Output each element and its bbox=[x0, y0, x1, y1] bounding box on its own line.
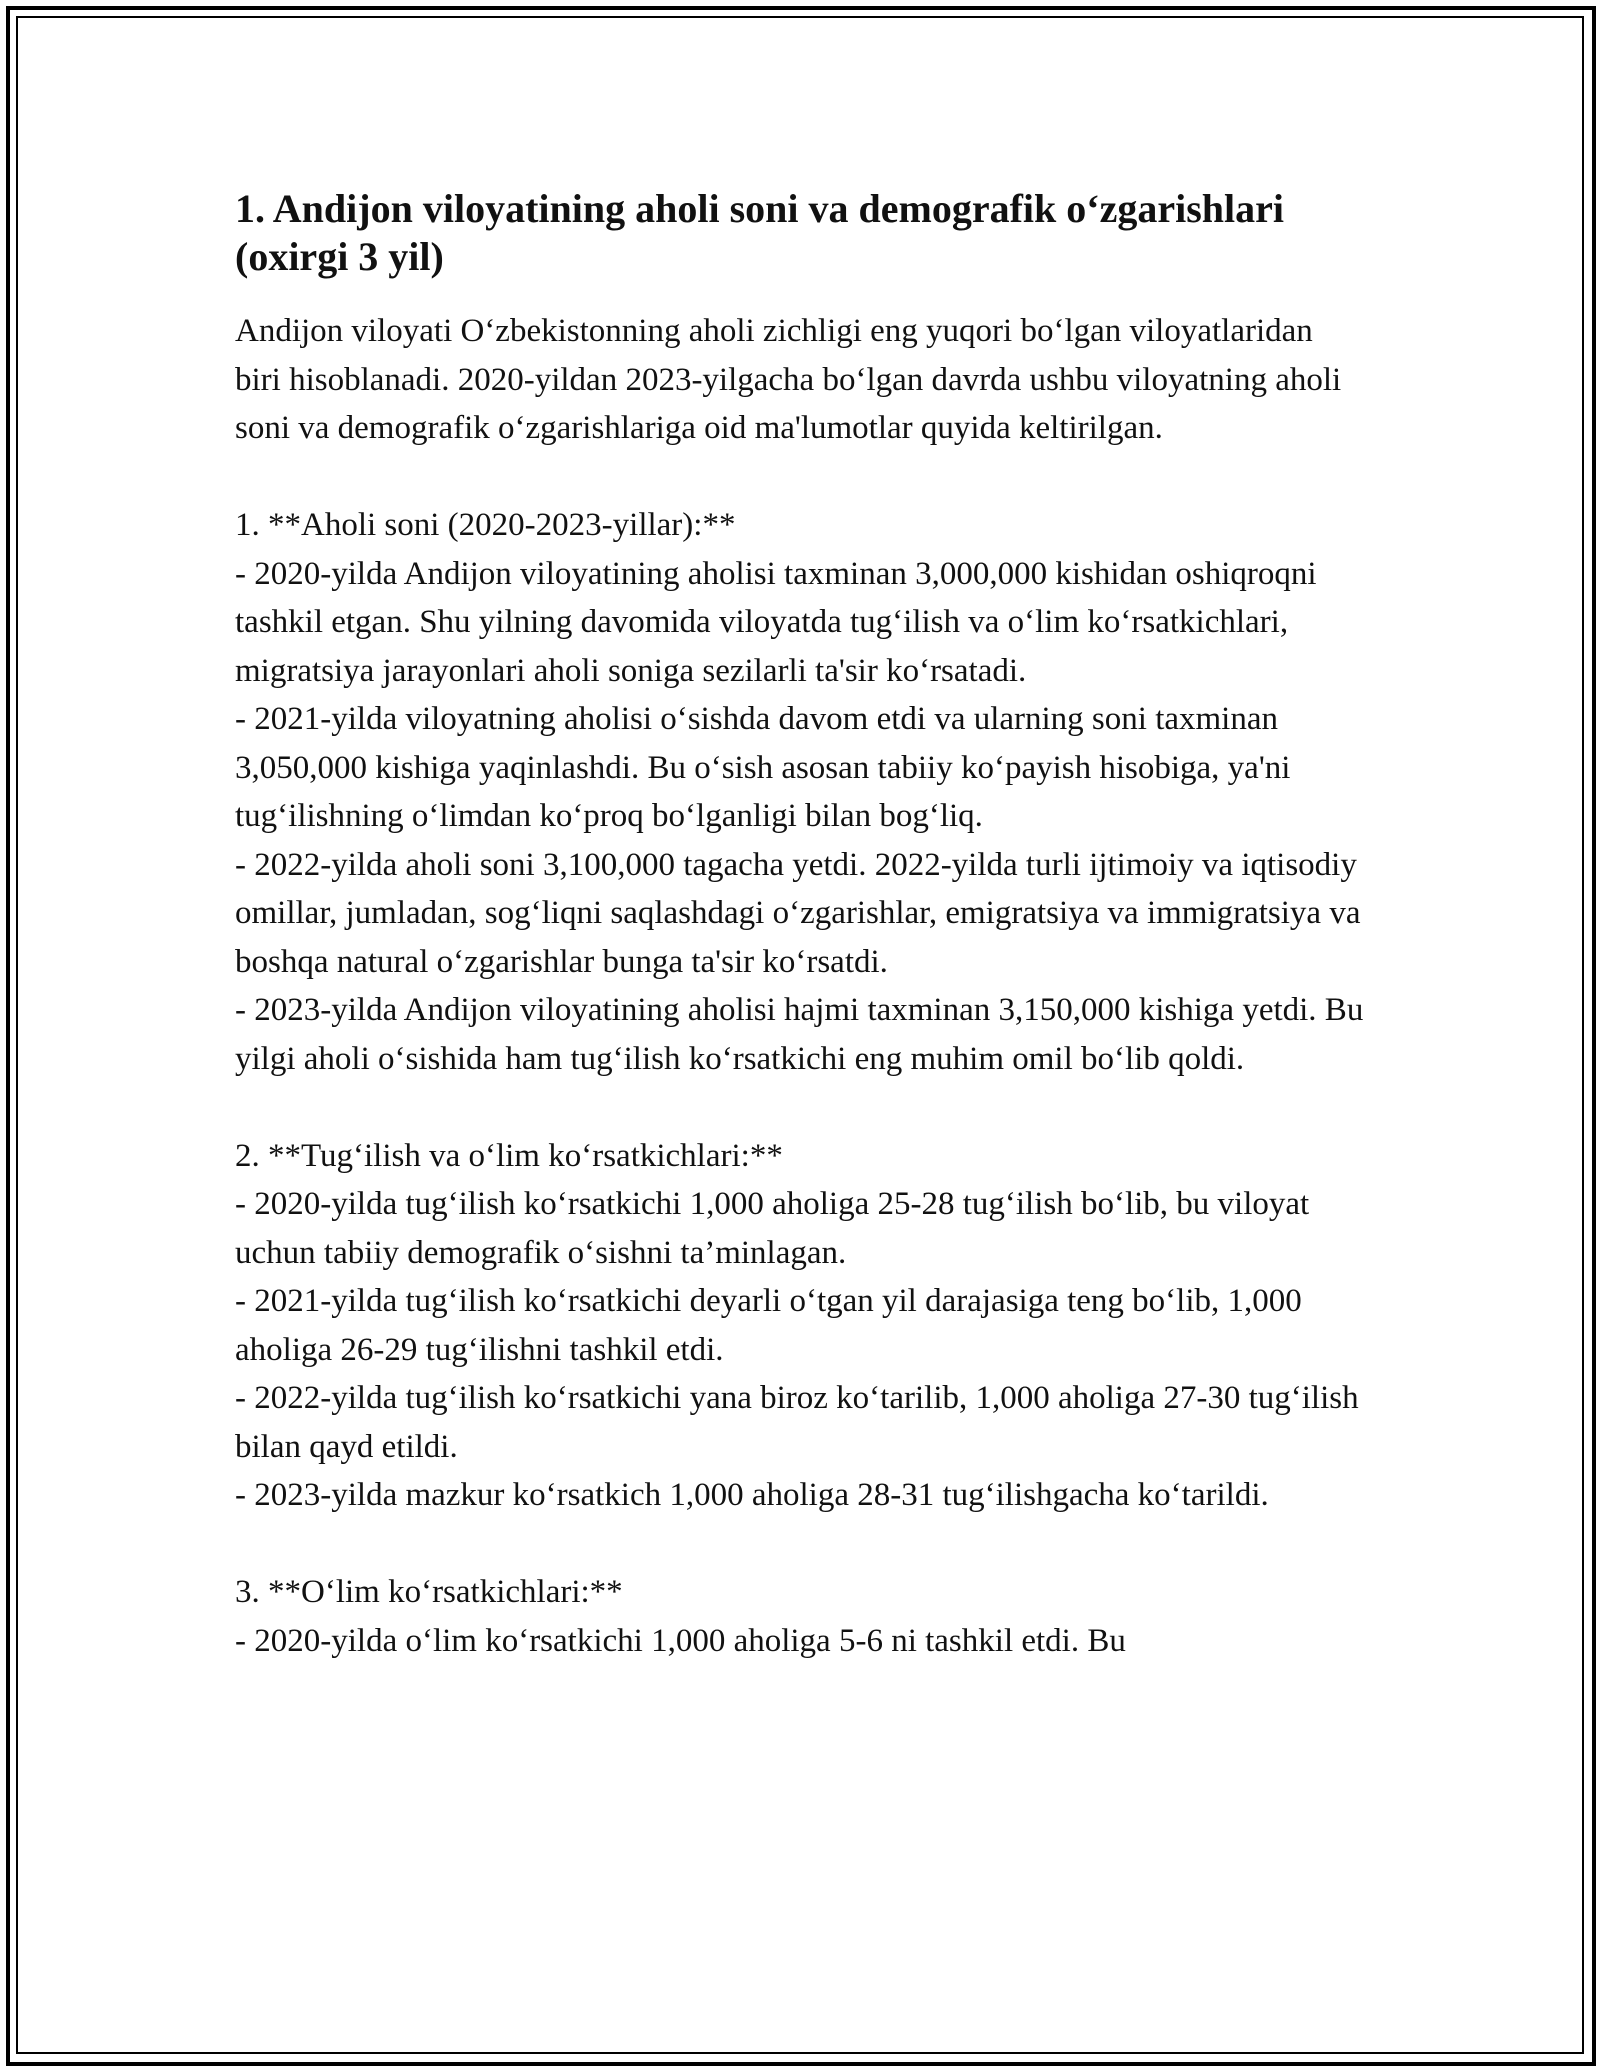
document-heading: 1. Andijon viloyatining aholi soni va demografik o‘zgarishlari (oxirgi 3 yil) bbox=[235, 186, 1285, 279]
document-body: Andijon viloyati O‘zbekistonning aholi zichligi eng yuqori bo‘lgan viloyatlaridan biri hisoblanadi. 2020-yildan 2023-yilgacha bo‘lgan davrda ushbu viloyatning aholi soni va demografik o‘zgarishlariga oid ma'lumotlar quyida keltirilgan. 1. **Aholi soni (2020-2023-yillar):** - 2020-yilda Andijon viloyatining aholisi taxminan 3,000,000 kishidan oshiqroqni tashkil etgan. Shu yilning davomida viloyatda tug‘ilish va o‘lim ko‘rsatkichlari, migratsiya jarayonlari aholi soniga sezilarli ta'sir ko‘rsatadi. - 2021-yilda viloyatning aholisi o‘sishda davom etdi va ularning soni taxminan 3,050,000 kishiga yaqinlashdi. Bu o‘sish asosan tabiiy ko‘payish hisobiga, ya'ni tug‘ilishning o‘limdan ko‘proq bo‘lganligi bilan bog‘liq. - 2022-yilda aholi soni 3,100,000 tagacha yetdi. 2022-yilda turli ijtimoiy va iqtisodiy omillar, jumladan, sog‘liqni saqlashdagi o‘zgarishlar, emigratsiya va immigratsiya va boshqa natural o‘zgarishlar bunga ta'sir ko‘rsatdi. - 2023-yilda Andijon viloyatining aholisi hajmi taxminan 3,150,000 kishiga yetdi. Bu yilgi aholi o‘sishida ham tug‘ilish ko‘rsatkichi eng muhim omil bo‘lib qoldi. 2. **Tug‘ilish va o‘lim ko‘rsatkichlari:** - 2020-yilda tug‘ilish ko‘rsatkichi 1,000 aholiga 25-28 tug‘ilish bo‘lib, bu viloyat uchun tabiiy demografik o‘sishni ta’minlagan. - 2021-yilda tug‘ilish ko‘rsatkichi deyarli o‘tgan yil darajasiga teng bo‘lib, 1,000 aholiga 26-29 tug‘ilishni tashkil etdi. - 2022-yilda tug‘ilish ko‘rsatkichi yana biroz ko‘tarilib, 1,000 aholiga 27-30 tug‘ilish bilan qayd etildi. - 2023-yilda mazkur ko‘rsatkich 1,000 aholiga 28-31 tug‘ilishgacha ko‘tarildi. 3. **O‘lim ko‘rsatkichlari:** - 2020-yilda o‘lim ko‘rsatkichi 1,000 aholiga 5-6 ni tashkil etdi. Bu bbox=[235, 313, 1364, 1659]
document-content bbox=[235, 185, 1365, 1665]
